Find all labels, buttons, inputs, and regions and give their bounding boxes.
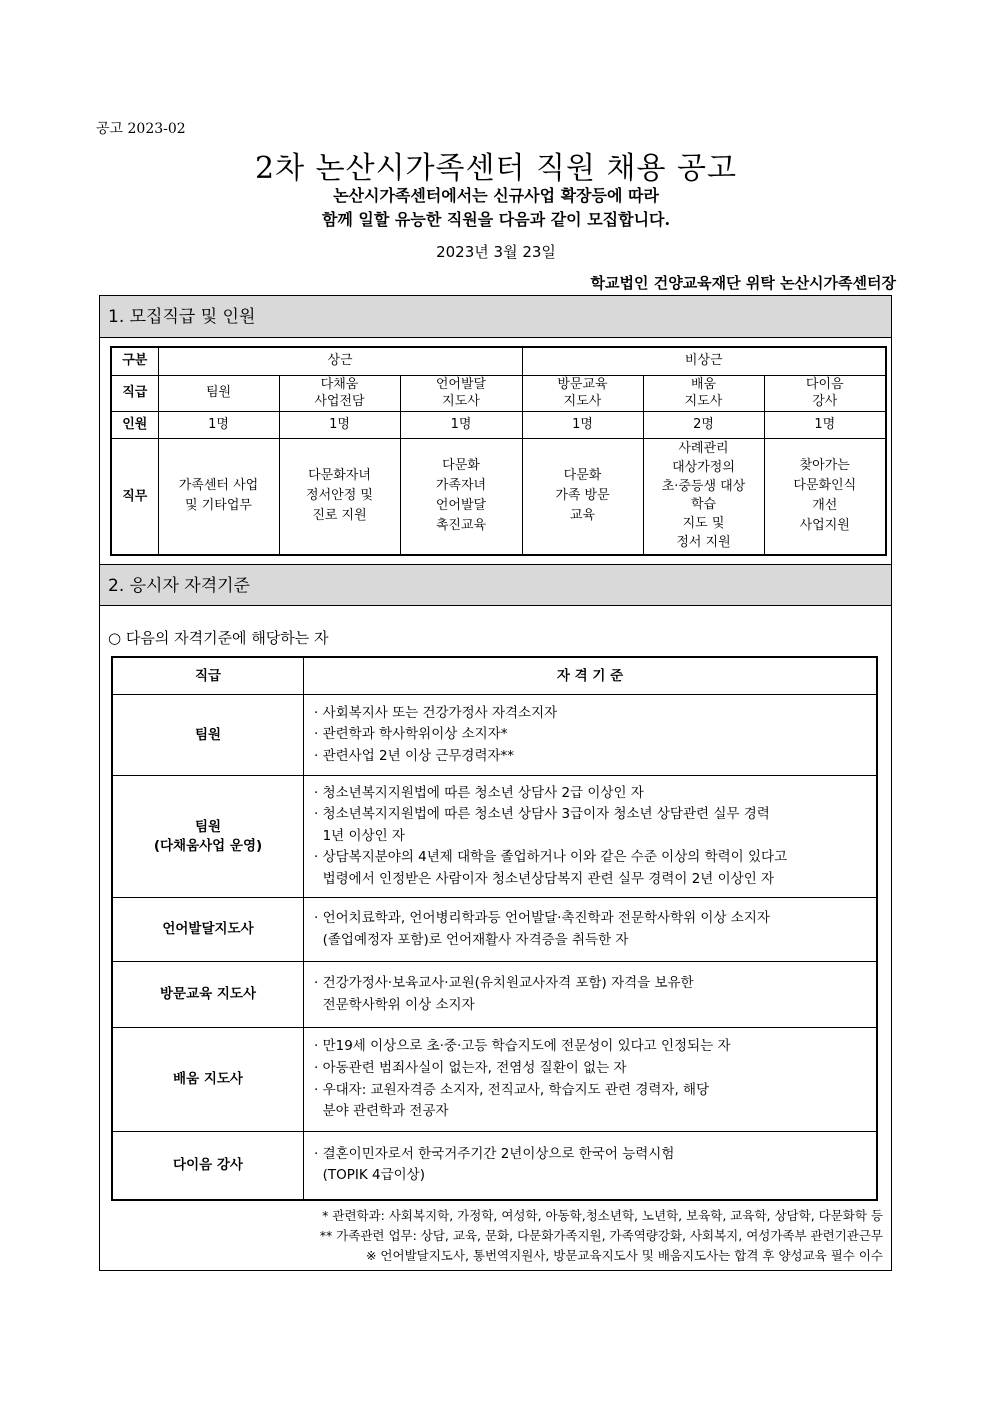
criteria-rank: 배움 지도사 [112,1028,304,1132]
count-cell: 1명 [400,411,522,438]
group-full-time: 상근 [158,347,522,375]
section2-heading: 2. 응시자 자격기준 [100,564,891,606]
footnote: * 관련학과: 사회복지학, 가정학, 여성학, 아동학,청소년학, 노년학, 보육학, 교육학, 상담학, 다문화학 등 [322,1208,883,1223]
group-part-time: 비상근 [522,347,886,375]
col-criteria: 자 격 기 준 [304,657,878,695]
criteria-text: · 건강가정사·보육교사·교원(유치원교사자격 포함) 자격을 보유한 전문학사학위 이상 소지자 [304,962,878,1028]
notice-frame [99,295,892,1271]
table-row [112,695,877,776]
rank-cell: 팀원 [158,375,279,411]
issuing-organization: 학교법인 건양교육재단 위탁 논산시가족센터장 [590,274,896,292]
criteria-rank: 방문교육 지도사 [112,962,304,1028]
rank-cell: 배움 지도사 [643,375,764,411]
duty-cell: 다문화 가족 방문 교육 [522,438,643,555]
duty-cell: 다문화자녀 정서안정 및 진로 지원 [279,438,400,555]
table-row [112,962,877,1028]
footnote: ** 가족관련 업무: 상담, 교육, 문화, 다문화가족지원, 가족역량강화, 사회복지, 여성가족부 관련기관근무 [319,1228,883,1243]
page-title: 2차 논산시가족센터 직원 채용 공고 [255,151,737,186]
label-duty: 직무 [111,438,158,555]
criteria-rank: 팀원 [112,695,304,776]
criteria-text: · 만19세 이상으로 초·중·고등 학습지도에 전문성이 있다고 인정되는 자 · 아동관련 범죄사실이 없는자, 전염성 질환이 없는 자 · 우대자: 교원자격증 소지자, 전직교사, 학습지도 관련 경력자, 해당 분야 관련학과 전공자 [304,1028,878,1132]
rank-cell: 다채움 사업전담 [279,375,400,411]
count-cell: 1명 [764,411,886,438]
label-count: 인원 [111,411,158,438]
subtitle-line-1: 논산시가족센터에서는 신규사업 확장등에 따라 [333,186,659,205]
rank-cell: 방문교육 지도사 [522,375,643,411]
count-row [111,411,886,438]
rank-cell: 다이음 강사 [764,375,886,411]
rank-cell: 언어발달 지도사 [400,375,522,411]
duty-cell: 사례관리 대상가정의 초·중등생 대상 학습 지도 및 정서 지원 [643,438,764,555]
table-row [112,1028,877,1132]
criteria-intro: ○ 다음의 자격기준에 해당하는 자 [108,629,329,647]
criteria-text: · 사회복지사 또는 건강가정사 자격소지자 · 관련학과 학사학위이상 소지자* · 관련사업 2년 이상 근무경력자** [304,695,878,776]
criteria-rank: 언어발달지도사 [112,898,304,962]
count-cell: 1명 [279,411,400,438]
section1-heading: 1. 모집직급 및 인원 [100,296,891,338]
duty-cell: 찾아가는 다문화인식 개선 사업지원 [764,438,886,555]
table-row [112,776,877,898]
col-rank: 직급 [112,657,304,695]
duty-cell: 가족센터 사업 및 기타업무 [158,438,279,555]
subtitle-line-2: 함께 일할 유능한 직원을 다음과 같이 모집합니다. [321,210,671,229]
label-type: 구분 [111,347,158,375]
notice-number: 공고 2023-02 [96,121,186,137]
criteria-text: · 결혼이민자로서 한국거주기간 2년이상으로 한국어 능력시험 (TOPIK 4급이상) [304,1132,878,1200]
label-rank: 직급 [111,375,158,411]
criteria-table [111,656,878,1201]
table-row [112,898,877,962]
count-cell: 1명 [158,411,279,438]
criteria-rank: 팀원 (다채움사업 운영) [112,776,304,898]
footnote: ※ 언어발달지도사, 통번역지원사, 방문교육지도사 및 배움지도사는 합격 후 양성교육 필수 이수 [365,1248,883,1263]
count-cell: 1명 [522,411,643,438]
criteria-text: · 언어치료학과, 언어병리학과등 언어발달·촉진학과 전문학사학위 이상 소지자 (졸업예정자 포함)로 언어재활사 자격증을 취득한 자 [304,898,878,962]
criteria-rank: 다이음 강사 [112,1132,304,1200]
duty-cell: 다문화 가족자녀 언어발달 촉진교육 [400,438,522,555]
positions-table [110,346,887,556]
criteria-text: · 청소년복지지원법에 따른 청소년 상담사 2급 이상인 자 · 청소년복지지원법에 따른 청소년 상담사 3급이자 청소년 상담관련 실무 경력 1년 이상인 자 · 상담복지분야의 4년제 대학을 졸업하거나 이와 같은 수준 이상의 학력이 있다고 법령에서 인정받은 사람이자 청소년상담복지 관련 실무 경력이 2년 이상인 자 [304,776,878,898]
count-cell: 2명 [643,411,764,438]
notice-date: 2023년 3월 23일 [436,243,556,261]
rank-row [111,375,886,411]
duty-row [111,438,886,555]
table-row [112,1132,877,1200]
